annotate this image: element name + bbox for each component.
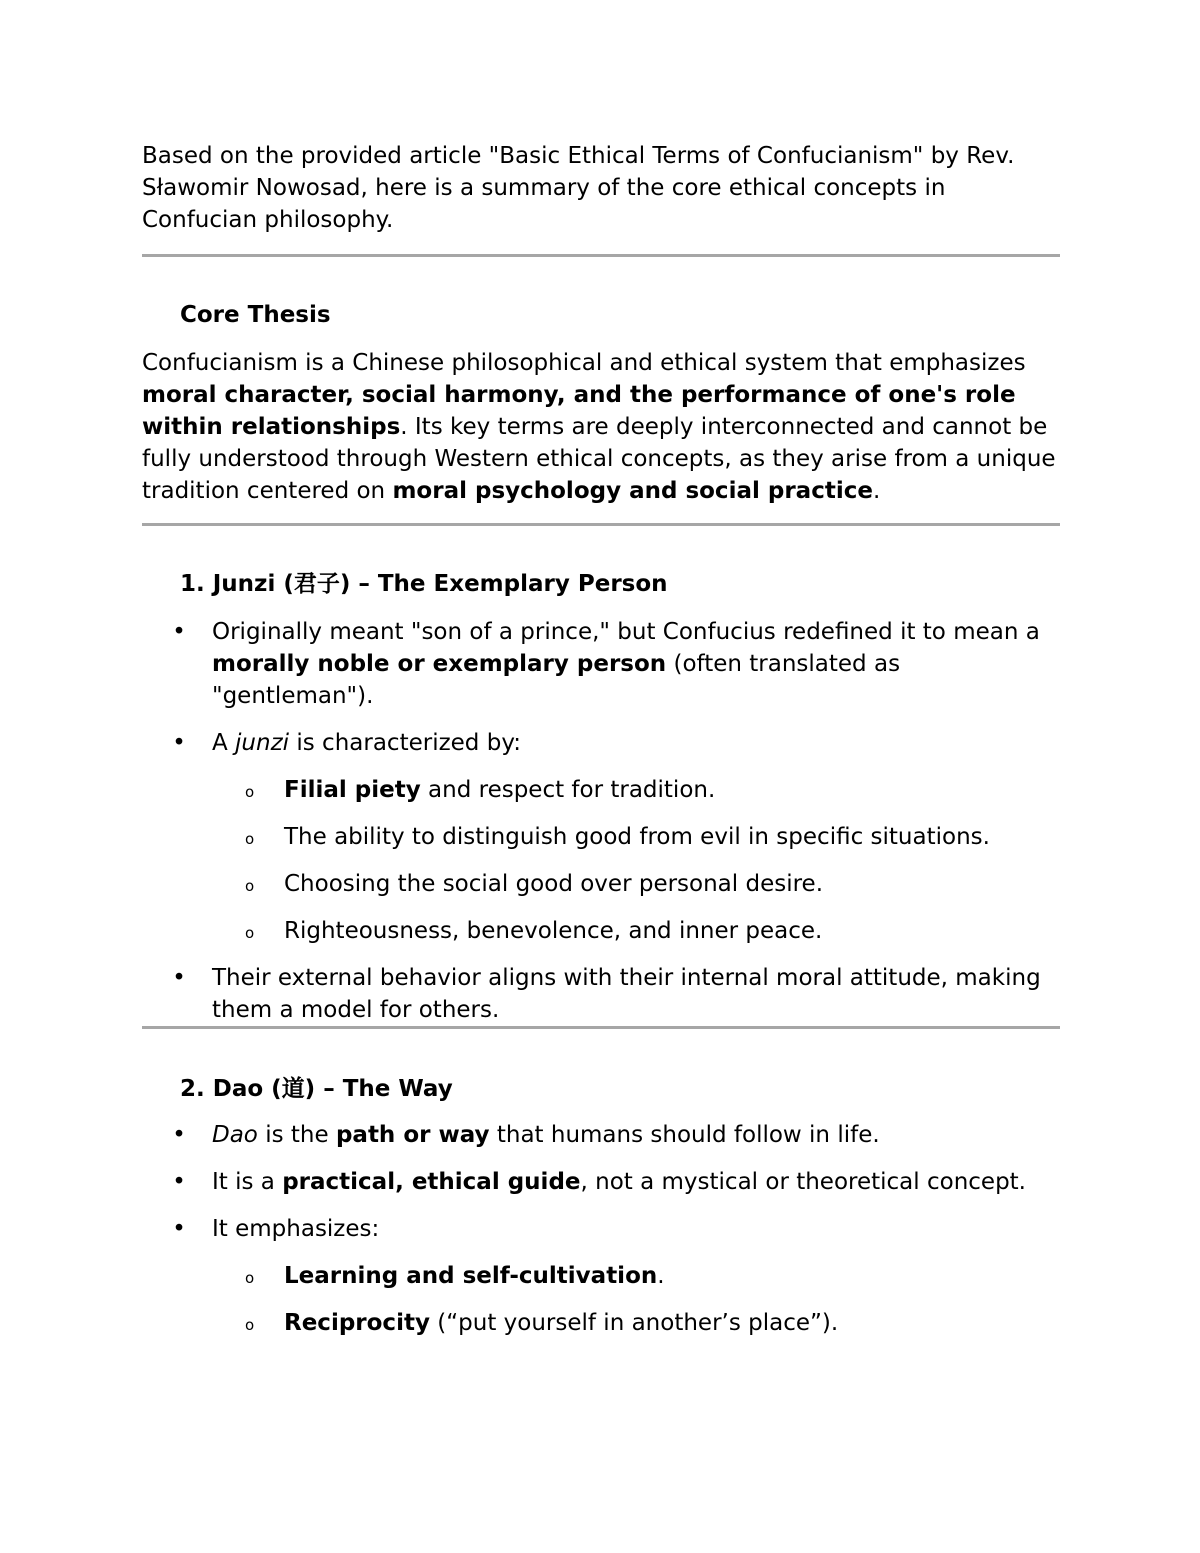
list-item: [142, 962, 1060, 1026]
text-span: The ability to distinguish good from evil in specific situations.: [284, 824, 990, 850]
section-dao-heading: 2. Dao (道) – The Way: [180, 1076, 453, 1102]
text-span: .: [872, 478, 881, 504]
intro-paragraph: Based on the provided article "Basic Ethical Terms of Confucianism" by Rev. Sławomir Nowosad, here is a summary of the core ethical concepts in Confucian philosophy.: [142, 143, 1015, 233]
list-item: [142, 1166, 1060, 1198]
bold-text: morally noble or exemplary person: [212, 651, 667, 677]
junzi-traits-list: [212, 774, 1060, 947]
text-span: and respect for tradition.: [420, 777, 716, 803]
bold-text: Filial piety: [284, 777, 421, 803]
horizontal-rule: [142, 1026, 1060, 1029]
circle-bullet-icon: o: [245, 924, 255, 942]
italic-text: junzi: [235, 730, 290, 756]
document-page: [142, 140, 1060, 1354]
bullet-icon: •: [172, 619, 186, 645]
text-span: is the: [257, 1122, 336, 1148]
text-span: Choosing the social good over personal desire.: [284, 871, 824, 897]
core-thesis-heading: Core Thesis: [180, 302, 331, 328]
text-span: A: [212, 730, 236, 756]
sub-list-item: [142, 821, 1060, 853]
sub-list-item: [142, 1260, 1060, 1292]
sub-list-item: [142, 774, 1060, 806]
text-span: . Its key terms are deeply interconnected and cannot be fully understood through Western ethical concepts, as they arise from a unique tradition centered on: [142, 414, 1056, 504]
dao-emphasis-list: [212, 1260, 1060, 1339]
bold-text: path or way: [335, 1122, 490, 1148]
bullet-icon: •: [172, 1169, 186, 1195]
bold-text: Reciprocity: [284, 1310, 430, 1336]
text-span: It is a: [212, 1169, 283, 1195]
text-span: that humans should follow in life.: [489, 1122, 880, 1148]
circle-bullet-icon: o: [245, 1316, 255, 1334]
list-item: [142, 616, 1060, 712]
list-item: [142, 1213, 1060, 1339]
circle-bullet-icon: o: [245, 830, 255, 848]
bold-text: practical, ethical guide: [282, 1169, 581, 1195]
bold-text: Learning and self-cultivation: [284, 1263, 658, 1289]
circle-bullet-icon: o: [245, 1269, 255, 1287]
core-thesis-paragraph: [142, 347, 1060, 507]
text-span: Originally meant "son of a prince," but Confucius redefined it to mean a: [212, 619, 1040, 645]
bold-text: moral psychology and social practice: [392, 478, 873, 504]
sub-list-item: [142, 868, 1060, 900]
text-span: .: [657, 1263, 665, 1289]
section-junzi-heading: 1. Junzi (君子) – The Exemplary Person: [180, 571, 668, 597]
list-item: [142, 1119, 1060, 1151]
italic-text: Dao: [212, 1122, 258, 1148]
horizontal-rule: [142, 523, 1060, 526]
bullet-icon: •: [172, 965, 186, 991]
horizontal-rule: [142, 254, 1060, 257]
text-span: , not a mystical or theoretical concept.: [580, 1169, 1026, 1195]
junzi-list: [142, 616, 1060, 1026]
text-span: (“put yourself in another’s place”).: [429, 1310, 839, 1336]
text-span: (often translated as "gentleman").: [212, 651, 901, 709]
text-span: is characterized by:: [289, 730, 522, 756]
bullet-icon: •: [172, 730, 186, 756]
text-span: Righteousness, benevolence, and inner peace.: [284, 918, 823, 944]
text-span: Confucianism is a Chinese philosophical and ethical system that emphasizes: [142, 350, 1026, 376]
text-span: It emphasizes:: [212, 1216, 380, 1242]
text-span: Their external behavior aligns with their internal moral attitude, making them a model for others.: [212, 965, 1041, 1023]
dao-list: [142, 1119, 1060, 1339]
circle-bullet-icon: o: [245, 783, 255, 801]
circle-bullet-icon: o: [245, 877, 255, 895]
bullet-icon: •: [172, 1122, 186, 1148]
bullet-icon: •: [172, 1216, 186, 1242]
sub-list-item: [142, 915, 1060, 947]
sub-list-item: [142, 1307, 1060, 1339]
bold-text: moral character, social harmony, and the performance of one's role within relationships: [142, 382, 1016, 440]
list-item: [142, 727, 1060, 947]
